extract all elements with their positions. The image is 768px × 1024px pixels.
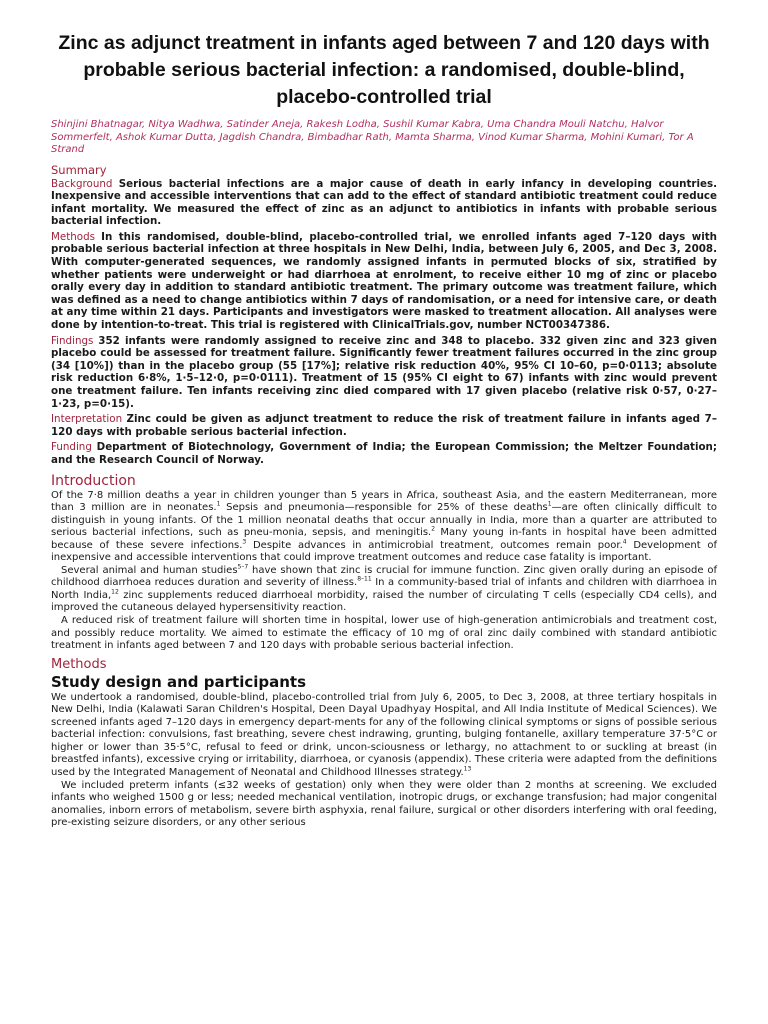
summary-interpretation <box>51 413 717 438</box>
intro-p1-text-6: Development of inexpensive and accessible interventions that could improve treatment outcomes and reduce case fatality is important. <box>51 539 717 564</box>
article-title: Zinc as adjunct treatment in infants aged between 7 and 120 days with probable serious bacterial infection: a randomised, double-blind, placebo-controlled trial <box>58 32 710 108</box>
introduction-heading: Introduction <box>51 472 136 489</box>
methods-heading: Methods <box>51 656 107 672</box>
intro-paragraph-2 <box>51 565 717 615</box>
intro-paragraph-1 <box>51 490 717 565</box>
study-design-subheading: Study design and participants <box>51 672 307 691</box>
citation-ref: 4 <box>622 538 627 546</box>
methods-section <box>51 657 717 830</box>
interpretation-text: Zinc could be given as adjunct treatment to reduce the risk of treatment failure in infants aged 7–120 days with probable serious bacterial infection. <box>51 413 717 438</box>
citation-ref: 5–7 <box>237 563 249 571</box>
methods-paragraph-1 <box>51 692 717 780</box>
intro-p2-text-2: have shown that zinc is crucial for immune function. Zinc given orally during an episode of childhood diarrhoea reduces duration and severity of illness. <box>51 564 717 589</box>
summary-section <box>51 163 717 467</box>
funding-label: Funding <box>51 441 92 454</box>
funding-text: Department of Biotechnology, Government of India; the European Commission; the Meltzer Foundation; and the Research Council of Norway. <box>51 441 717 466</box>
citation-ref: 8–11 <box>357 576 372 584</box>
findings-label: Findings <box>51 334 94 347</box>
citation-ref: 2 <box>431 525 436 533</box>
methods-p1-text: We undertook a randomised, double-blind, placebo-controlled trial from July 6, 2005, to Dec 3, 2008, at three tertiary hospitals in New Delhi, India (Kalawati Saran Children's Hospital, Deen Dayal Upadhyay Hospital, and All India Institute of Medical Sciences). We screened infants aged 7–120 days in emergency depart-ments for any of the following clinical symptoms or signs of possible serious bacterial infection: convulsions, fast breathing, severe chest indrawing, grunting, bulging fontanelle, axillary temperature 37·5°C or higher or lower than 35·5°C, refusal to feed or drink, uncon-sciousness or lethargy, no attachment to or suckling at breast (in breastfed infants), excessive crying or irritability, diarrhoea, or cyanosis (appendix). These criteria were adapted from the definitions used by the Integrated Management of Neonatal and Childhood Illnesses strategy. <box>51 691 718 778</box>
intro-p1-text-1: Of the 7·8 million deaths a year in children younger than 5 years in Africa, southeast Asia, and the eastern Mediterranean, more than 3 million are in neonates. <box>51 489 717 514</box>
intro-p1-text-4: Many young in-fants in hospital have been admitted because of these severe infections. <box>51 527 717 551</box>
methods-paragraph-2: We included preterm infants (≤32 weeks of gestation) only when they were older than 2 months at screening. We excluded infants who weighed 1500 g or less; needed mechanical ventilation, inotropic drugs, or exchange transfusion; had major congenital anomalies, inborn errors of metabolism, severe birth asphyxia, renal failure, surgical or other disorders interfering with oral feeding, pre-existing seizure disorders, or any other serious <box>51 779 717 829</box>
intro-p2-text-4: zinc supplements reduced diarrhoeal morbidity, raised the number of circulating T cells (especially CD4 cells), and improved the cutaneous delayed hypersensitivity reaction. <box>51 589 717 614</box>
methods-label: Methods <box>51 230 95 243</box>
findings-text: 352 infants were randomly assigned to receive zinc and 348 to placebo. 332 given zinc and 323 given placebo could be assessed for treatment failure. Significantly fewer treatment failures occurred in the zinc group (34 [10%]) than in the placebo group (55 [17%]; relative risk reduction 40%, 95% CI 10–60, p=0·0113; absolute risk reduction 6·8%, 1·5–12·0, p=0·0111). Treatment of 15 (95% CI eight to 67) infants with zinc would prevent one treatment failure. Ten infants receiving zinc died compared with 17 given placebo (relative risk 0·57, 0·27–1·23, p=0·15). <box>51 334 717 410</box>
methods-text: In this randomised, double-blind, placebo-controlled trial, we enrolled infants aged 7–120 days with probable serious bacterial infection at three hospitals in New Delhi, India, between July 6, 2005, and Dec 3, 2008. With computer-generated sequences, we randomly assigned infants in permuted blocks of six, stratified by whether patients were underweight or had diarrhoea at enrolment, to receive either 10 mg of zinc or placebo orally every day in addition to standard antibiotic treatment. The primary outcome was treatment failure, which was defined as a need to change antibiotics within 7 days of randomisation, or a need for intensive care, or death at any time within 21 days. Participants and investigators were masked to treatment allocation. All analyses were done by intention-to-treat. This trial is registered with ClinicalTrials.gov, number NCT00347386. <box>51 230 717 332</box>
background-label: Background <box>51 177 113 190</box>
citation-ref: 1 <box>216 500 221 508</box>
citation-ref: 12 <box>111 588 119 596</box>
summary-heading: Summary <box>51 162 107 177</box>
intro-p1-text-3: —are often clinically difficult to distinguish in young infants. Of the 1 million neonatal deaths that occur annually in India, more than a quarter are attributed to serious bacterial infections, such as pneu-monia, sepsis, and meningitis. <box>51 502 717 539</box>
intro-p2-text-1: Several animal and human studies <box>61 564 238 576</box>
author-list: Shinjini Bhatnagar, Nitya Wadhwa, Satinder Aneja, Rakesh Lodha, Sushil Kumar Kabra, Uma Chandra Mouli Natchu, Halvor Sommerfelt, Ashok Kumar Dutta, Jagdish Chandra, Bimbadhar Rath, Mamta Sharma, Vinod Kumar Sharma, Mohini Kumari, Tor A Strand <box>51 119 694 155</box>
interpretation-label: Interpretation <box>51 413 123 426</box>
intro-p2-text-3: In a community-based trial of infants and children with diarrhoea in North India, <box>51 577 717 601</box>
summary-findings <box>51 335 717 411</box>
intro-p1-text-2: Sepsis and pneumonia—responsible for 25% of these deaths <box>220 502 548 514</box>
intro-p1-text-5: Despite advances in antimicrobial treatment, outcomes remain poor. <box>246 539 623 551</box>
citation-ref: 1 <box>547 500 552 508</box>
introduction-section <box>51 473 717 653</box>
citation-ref: 13 <box>463 765 472 773</box>
summary-background <box>51 178 717 228</box>
citation-ref: 3 <box>242 538 247 546</box>
summary-funding <box>51 441 717 466</box>
summary-methods <box>51 231 717 332</box>
intro-paragraph-3: A reduced risk of treatment failure will shorten time in hospital, lower use of high-generation antimicrobials and treatment cost, and possibly reduce mortality. We aimed to estimate the efficacy of 10 mg of oral zinc daily combined with standard antibiotic treatment in infants aged between 7 and 120 days with probable serious bacterial infection. <box>51 615 717 652</box>
background-text: Serious bacterial infections are a major cause of death in early infancy in developing countries. Inexpensive and accessible interventions that can add to the effect of standard antibiotic treatment could reduce infant mortality. We measured the effect of zinc as an adjunct to antibiotics in infants with probable serious bacterial infection. <box>51 177 717 228</box>
